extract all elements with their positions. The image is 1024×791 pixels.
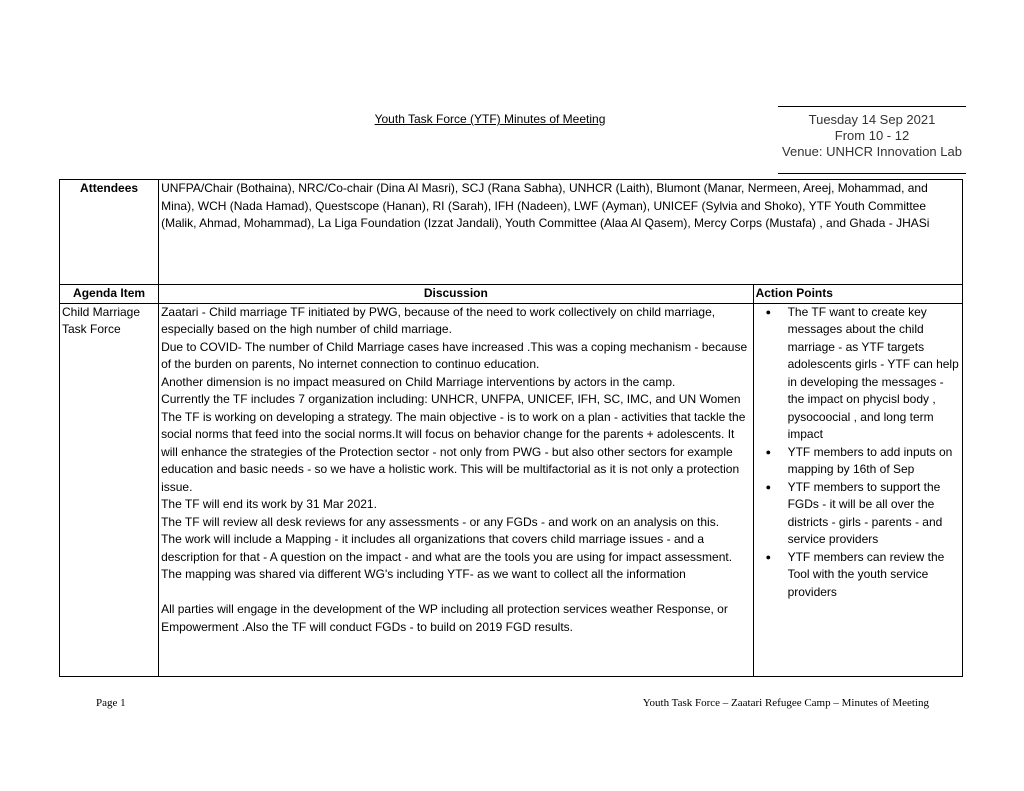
discussion-paragraph: The TF is working on developing a strategy. The main objective - is to work on a plan - activities that tackle the social norms that feed into the social norms.It will focus on behavior change for the parents + adolescents. It will enhance the strategies of the Protection sector - not only from PWG - but also other sectors for example education and basic needs - so we have a holistic work. This will be multifactorial as it is not only a protection issue. <box>161 409 746 494</box>
paragraph-spacer <box>161 584 751 602</box>
meeting-venue: Venue: UNHCR Innovation Lab <box>782 144 962 159</box>
discussion-paragraph: The work will include a Mapping - it includes all organizations that covers child marriage issues - and a description for that - A question on the impact - and what are the tools you are using for impact assessment. The mapping was shared via different WG's including YTF- as we want to collect all the information <box>161 532 733 581</box>
action-points-header: Action Points <box>753 285 962 304</box>
discussion-paragraph: Currently the TF includes 7 organization including: UNHCR, UNFPA, UNICEF, IFH, SC, IMC, and UN Women <box>161 392 741 406</box>
action-points-cell <box>753 303 962 676</box>
meeting-date: Tuesday 14 Sep 2021 <box>808 112 936 127</box>
discussion-header: Discussion <box>159 285 754 304</box>
discussion-paragraph: The TF will end its work by 31 Mar 2021. <box>161 497 377 511</box>
action-point: ● The TF want to create key messages about the child marriage - as YTF targets adolescents girls - YTF can help in developing the messages - the impact on phycisl body , pysocoocial , and long term impact <box>788 304 960 444</box>
page-number: Page 1 <box>96 697 126 709</box>
action-point: ● YTF members can review the Tool with the youth service providers <box>788 549 960 602</box>
minutes-table <box>59 179 963 677</box>
meeting-time: From 10 - 12 <box>834 128 910 143</box>
discussion-paragraph: The TF will review all desk reviews for any assessments - or any FGDs - and work on an analysis on this. <box>161 514 720 529</box>
discussion-paragraph: Due to COVID- The number of Child Marriage cases have increased .This was a coping mechanism - because of the burden on parents, No internet connection to continuo education. <box>161 339 748 371</box>
discussion-paragraph: Zaatari - Child marriage TF initiated by PWG, because of the need to work collectively on child marriage, especially based on the high number of child marriage. <box>161 304 716 336</box>
attendees-list: UNFPA/Chair (Bothaina), NRC/Co-chair (Dina Al Masri), SCJ (Rana Sabha), UNHCR (Laith), Blumont (Manar, Nermeen, Areej, Mohammad, and Mina), WCH (Nada Hamad), Questscope (Hanan), RI (Sarah), IFH (Nadeen), LWF (Ayman), UNICEF (Sylvia and Shoko), YTF Youth Committee (Malik, Ahmad, Mohammad), La Liga Foundation (Izzat Jandali), Youth Committee (Alaa Al Qasem), Mercy Corps (Mustafa) , and Ghada - JHASi <box>159 180 963 285</box>
attendees-row <box>60 180 963 285</box>
action-points-list <box>756 304 960 602</box>
action-point: ● YTF members to support the FGDs - it will be all over the districts - girls - parents - and service providers <box>788 479 960 549</box>
agenda-item: Child Marriage Task Force <box>60 303 159 676</box>
discussion-paragraph: All parties will engage in the development of the WP including all protection services weather Response, or Empowerment .Also the TF will conduct FGDs - to build on 2019 FGD results. <box>161 602 728 634</box>
column-header-row <box>60 285 963 304</box>
agenda-row <box>60 303 963 676</box>
document-title: Youth Task Force (YTF) Minutes of Meeting <box>374 112 606 126</box>
agenda-item-header: Agenda Item <box>60 285 159 304</box>
footer-document-title: Youth Task Force – Zaatari Refugee Camp – Minutes of Meeting <box>642 697 929 709</box>
attendees-label: Attendees <box>60 180 159 285</box>
discussion-paragraph: Another dimension is no impact measured on Child Marriage interventions by actors in the camp. <box>161 374 676 389</box>
action-point: ● YTF members to add inputs on mapping by 16th of Sep <box>788 444 960 479</box>
discussion-cell <box>159 303 754 676</box>
meeting-details <box>778 106 966 174</box>
